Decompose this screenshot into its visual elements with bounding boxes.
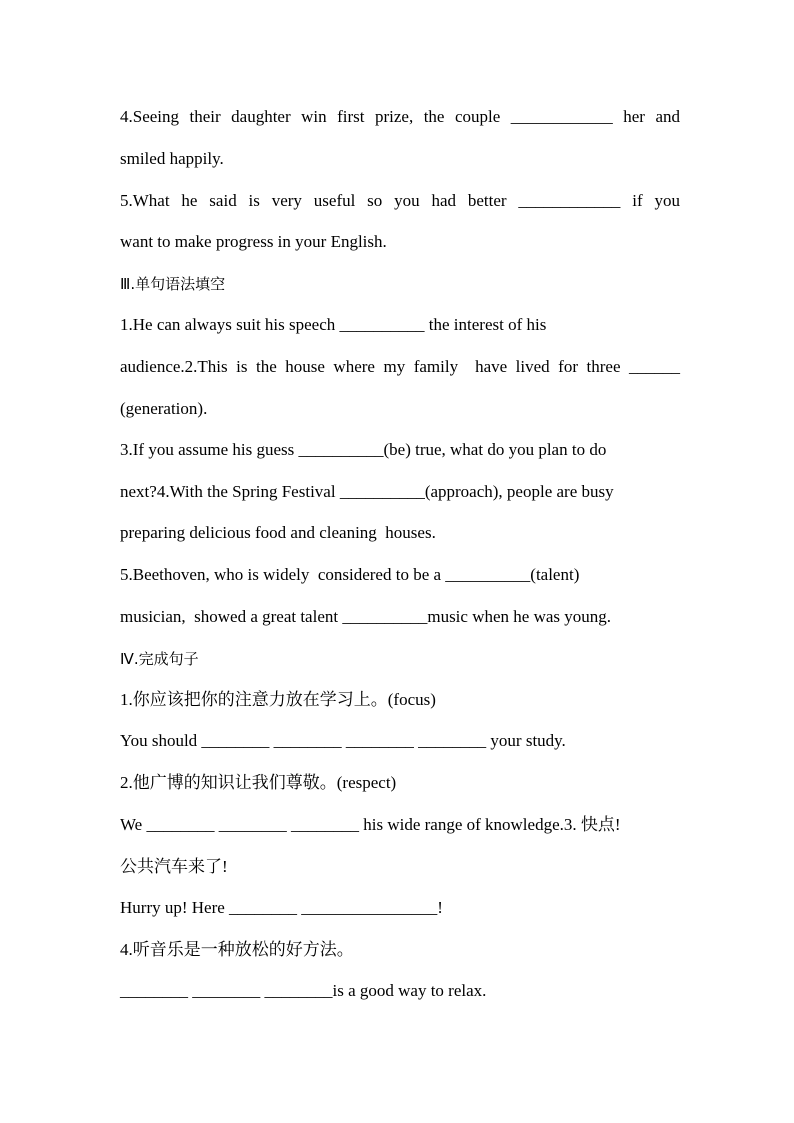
grammar-q1-line1: 1.He can always suit his speech __________ the interest of his — [120, 315, 547, 334]
section-iii-heading: Ⅲ.单句语法填空 — [120, 275, 226, 293]
grammar-q5-line1: 5.Beethoven, who is widely considered to be a __________(talent) — [120, 565, 580, 584]
translation-q3-prompt: 公共汽车来了! — [120, 857, 228, 876]
section-iv-heading: Ⅳ.完成句子 — [120, 650, 199, 668]
q5-line2: want to make progress in your English. — [120, 232, 387, 251]
translation-q2-prompt: 2.他广博的知识让我们尊敬。(respect) — [120, 773, 397, 792]
translation-q1-answer: You should ________ ________ ________ ________ your study. — [120, 731, 566, 750]
grammar-q5-line2: musician, showed a great talent __________music when he was young. — [120, 607, 612, 626]
translation-q4-prompt: 4.听音乐是一种放松的好方法。 — [120, 940, 354, 959]
translation-q1-prompt: 1.你应该把你的注意力放在学习上。(focus) — [120, 690, 436, 709]
q4-line1: 4.Seeing their daughter win first prize, the couple ____________ her and — [120, 107, 680, 126]
translation-q2-answer: We ________ ________ ________ his wide range of knowledge.3. 快点! — [120, 815, 621, 834]
grammar-q3-line1: 3.If you assume his guess __________(be) true, what do you plan to do — [120, 440, 607, 459]
grammar-q3-line2: next?4.With the Spring Festival __________(approach), people are busy — [120, 482, 614, 501]
grammar-q4-line2: preparing delicious food and cleaning houses. — [120, 523, 436, 542]
translation-q4-answer: ________ ________ ________is a good way to relax. — [120, 981, 487, 1000]
q4-line2: smiled happily. — [120, 149, 224, 168]
grammar-q2-line2: (generation). — [120, 399, 208, 418]
grammar-q1-line2: audience.2.This is the house where my family have lived for three ______ — [120, 357, 680, 376]
q5-line1: 5.What he said is very useful so you had better ____________ if you — [120, 191, 680, 210]
translation-q3-answer: Hurry up! Here ________ ________________! — [120, 898, 443, 917]
